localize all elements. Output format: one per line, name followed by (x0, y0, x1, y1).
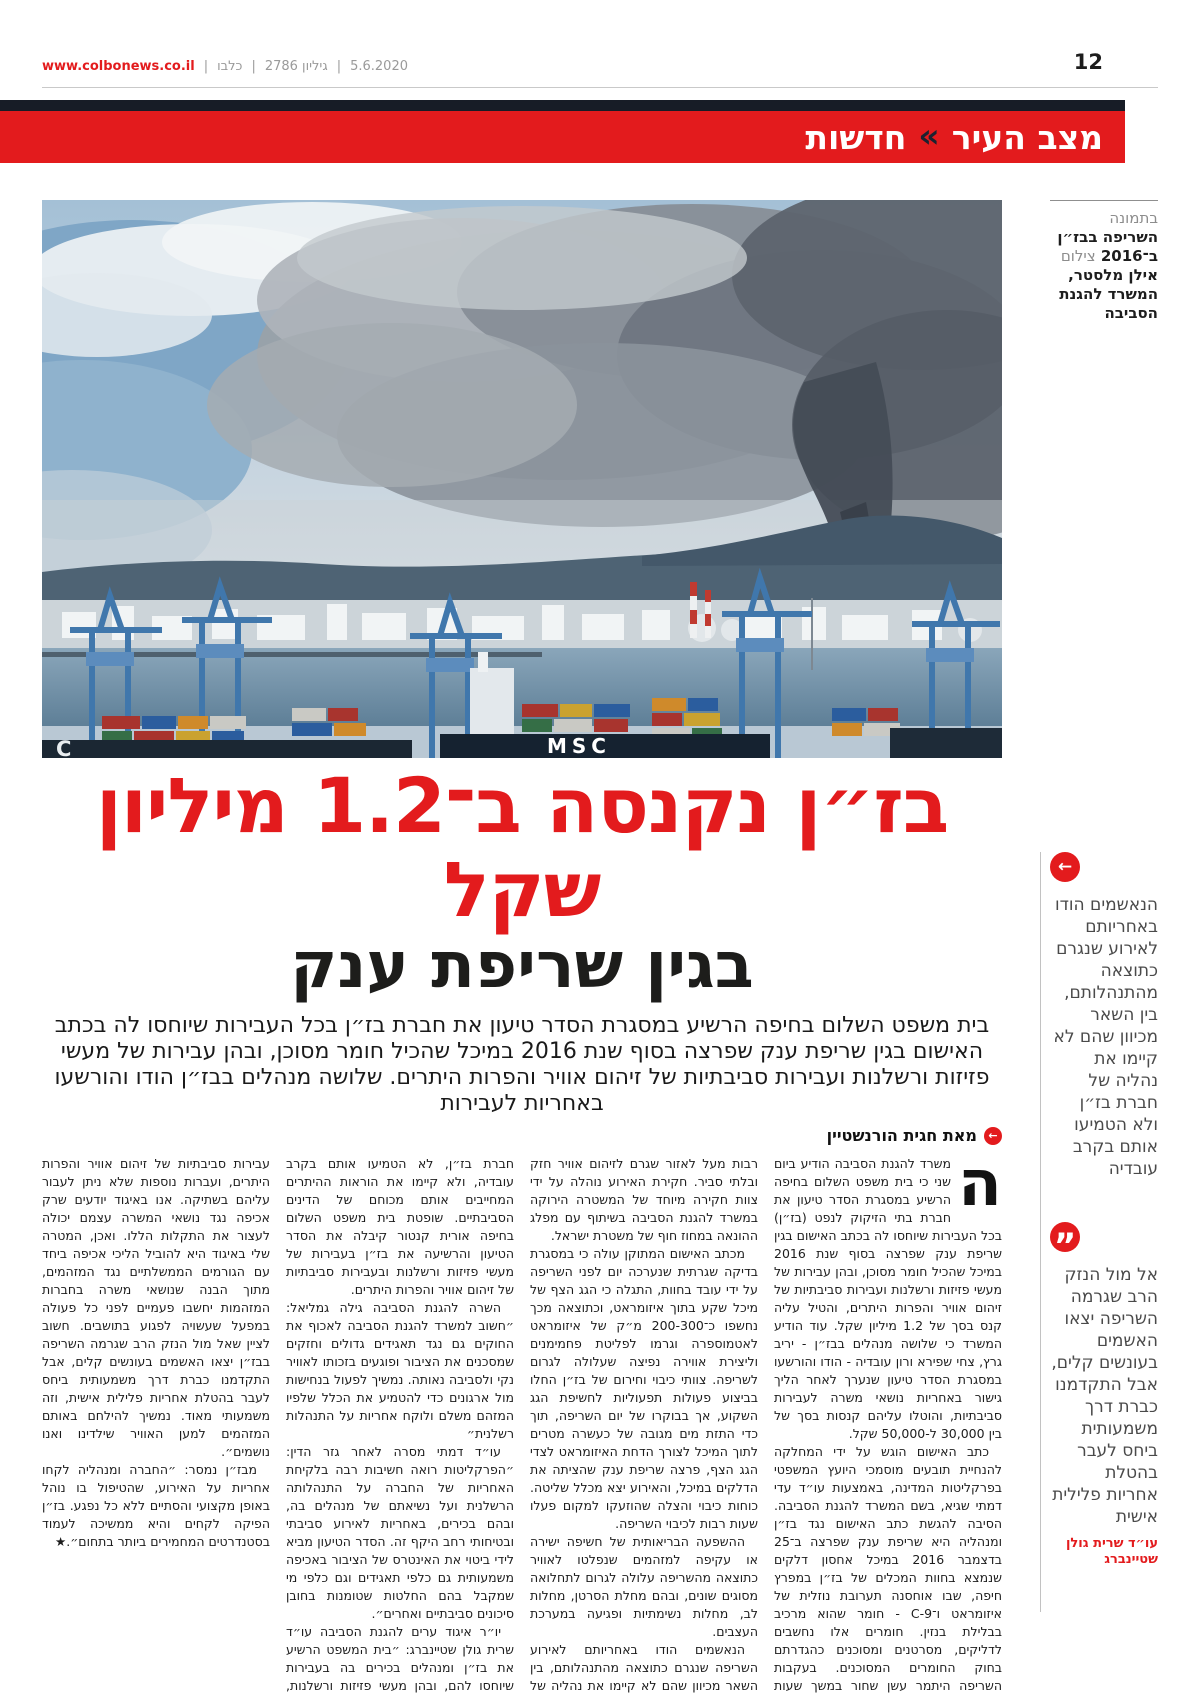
banner-black-strip (0, 100, 1125, 111)
pull-quote-1 (1050, 852, 1158, 1180)
photo-illustration (42, 200, 1002, 758)
caption-text: השריפה בבז״ן ב־2016 (1057, 228, 1158, 265)
pull-quote-2 (1050, 1222, 1158, 1568)
paper-name: כלבו (217, 59, 243, 74)
issue-number: גיליון 2786 (264, 59, 328, 74)
page-number: 12 (1073, 50, 1103, 74)
rail-divider (1040, 852, 1041, 1612)
haifa-port-fire-photo (42, 200, 1002, 758)
pull-quote-attribution: עו״ד שרית גולן שטיינברג (1065, 1536, 1158, 1567)
arrow-glyph: ← (1057, 856, 1073, 877)
article (42, 761, 1002, 1695)
article-paragraph: ה משרד להגנת הסביבה הודיע ביום שני כי בית משפט השלום בחיפה הרשיע במסגרת הסדר טיעון את חברת בתי הזיקוק לנפט (בז״ן) בכל העבירות שיוחסו לה בכתב האישום בגין שריפת ענק שפרצה בסוף שנת 2016 במיכל שהכיל חומר מסוכן, ובהן עבירות של מעשי פזיזות ורשלנות ועבירות סביבתיות של זיהום אוויר והפרות היתרים, והטיל עליה קנס בסך של 1.2 מיליון שקל. עוד הודיע המשרד כי שלושה מנהלים בבז״ן - יריב גרץ, צחי שפירא ורון עובדיה - הודו והורשעו במסגרת הסדר טיעון שנערך לאחר הליך גישור באחריות נושאי משרה לעבירות סביבתיות, והוטלו עליהם קנסות בסך של בין 30,000 ל-50,000 שקל. (774, 1155, 1002, 1442)
article-paragraph: יו״ר איגוד ערים להגנת הסביבה עו״ד שרית גולן שטיינברג: ״בית המשפט הרשיע את בז״ן ומנהלים בכירים בה בעבירות שיוחסו להם, ובהן מעשי פזיזות ורשלנות, עבירות סביבתיות של זיהום אוויר והפרות היתרים, ועברות נוספות שלא ניתן לעבור עליהם בשתיקה. אנו באיגוד יודעים שרק אכיפה נגד נושאי המשרה עצמם יכולה לעצור את התקלות הללו. ואכן, המטרה שלי באיגוד היא להוביל הליכי אכיפה ביחד עם הגורמים הממשלתיים נגד המזהמים, מתוך הבנה שנושאי משרה בחברות המזהמות יחשבו פעמיים לפני כל פעולה במפעל שעשויה לפגוע בתושבים. חשוב לציין שאל מול הנזק הרב שגרמה השריפה בבז״ן יצאו האשמים בעונשים קלים, אבל התקדמנו כברת דרך משמעותית ביחס לעבר בהטלת אחריות פלילית אישית, וזה משמעותי מאוד. נמשיך להילחם באותם המזהמים למען האוויר שילדינו ואנו נושמים״. (42, 1156, 514, 1694)
article-paragraph: ההשפעה הבריאותית של חשיפה ישירה או עקיפה למזהמים שנפלטו לאוויר כתוצאה מהשריפה עלולה לגרום לתחלואה מסוגים שונים, ובהם מחלת הסרטן, מחלות לב, מחלות נשימתיות ופגיעה במערכת העצבים. (530, 1534, 758, 1640)
page-header (42, 50, 1158, 88)
issue-meta (42, 59, 408, 74)
website-url: www.colbonews.co.il (42, 59, 195, 74)
separator: | (203, 59, 209, 74)
section-banner-text (805, 115, 1103, 157)
article-paragraph: השרה להגנת הסביבה גילה גמליאל: ״חשוב למשרד להגנת הסביבה לאכוף את החוקים גם נגד תאגידים גדולים וחזקים שמסכנים את הציבור ופוגעים בזכותו לאוויר נקי ולסביבה נאותה. נמשיך לפעול בנחישות מול ארגונים כדי להטמיע את הכלל שלפיו המזהם משלם ולוקח אחריות על התנהלות רשלנית״ (286, 1300, 514, 1442)
section-name: מצב העיר (951, 117, 1103, 157)
credit-text: אילן מלסטר, המשרד להגנת הסביבה (1059, 266, 1158, 322)
pull-quote-text: אל מול הנזק הרב שגרמה השריפה יצאו האשמים בעונשים קלים, אבל התקדמנו כברת דרך משמעותית ביחס לעבר בהטלת אחריות פלילית אישית (1051, 1265, 1158, 1527)
photo-corner-letter: C (56, 737, 72, 758)
article-paragraph: מכתב האישום המתוקן עולה כי במסגרת בדיקה שגרתית שנערכה יום לפני השריפה על ידי עובד בחוות, התגלה כי הגג הצף של מיכל שקע בתוך איזומראט, וכתוצאה מכך נחשפו כ־200-300 מ״ק של איזומראט לאטמוספרה וגרמו לפליטת פחמימנים וליצירת אווירה נפיצה שעלולה לגרום לשריפה. צוותי כיבוי וחירום של בז״ן החלו בביצוע פעולות תפעוליות לחשיפת הגג השקוע, אך בבוקרו של יום השריפה, תוך כדי התזת מים מגובה של כעשרה מטרים לתוך המיכל לצורך הדחת האיזומראט לצדי הגג הצף, פרצה שריפת ענק שהציתה את הדלקים במיכל, והאירוע יצא מכלל שליטה. כוחות כיבוי והצלה שהוזעקו למקום פעלו שעות רבות לכיבוי השריפה. (530, 1246, 759, 1532)
byline (42, 1126, 1002, 1145)
byline-text: מאת חגית הורנשטיין (826, 1126, 977, 1146)
lead-paragraph: בית משפט השלום בחיפה הרשיע במסגרת הסדר טיעון את חברת בז״ן בכל העבירות שיוחסו לה בכתב האישום בגין שריפת ענק שפרצה בסוף שנת 2016 במיכל שהכיל חומר מסוכן, ובהן עבירות של מעשי פזיזות ורשלנות ועבירות סביבתיות של זיהום אוויר והפרות היתרים. שלושה מנהלים בבז״ן הודו והורשעו באחריות לעבירות (54, 1013, 990, 1117)
byline-arrow-icon (984, 1127, 1002, 1145)
sub-headline: בגין שריפת ענק (290, 929, 754, 1004)
article-paragraph: הנאשמים הודו באחריותם לאירוע השריפה שנגרם כתוצאה מהתנהלותם, בין השאר מכיוון שהם לא קיימו את נהליה של חברת בז״ן, לא הטמיעו אותם בקרב עובדיה, ולא קיימו את הוראות ההיתרים המחייבים אותם מכוחם של הדינים הסביבתיים. שופטת בית משפט השלום בחיפה אורית קנטור קיבלה את הסדר הטיעון והרשיעה את בז״ן בעבירות של מעשי פזיזות ורשלנות ובעבירות סביבתיות של זיהום אוויר והפרות היתרים. (286, 1156, 758, 1694)
article-paragraph: עו״ד דמתי מסרה לאחר גזר הדין: ״הפרקליטות רואה חשיבות רבה בלקיחת האחריות של החברה על התנהלותה הרשלנית ועל נשיאתם של מנהלים בה, ובהם בכירים, באחריות לאירוע סביבתי ובטיחותי רחב היקף זה. הסדר הטיעון מביא לידי ביטוי את האינטרס של הציבור באכיפה משמעותית גם כלפי תאגידים וגם כלפי מי שמקבל בהם החלטות שטומנות בחובן סיכונים סביבתיים ואחרים״. (286, 1444, 514, 1622)
headline: בז״ן נקנסה ב־1.2 מיליון שקל (95, 761, 949, 934)
chevrons-icon: « (918, 115, 940, 155)
credit-prefix: צילום (1060, 247, 1096, 265)
drop-cap: ה (958, 1155, 1002, 1222)
pull-quote-text: הנאשמים הודו באחריותם לאירוע שנגרם כתוצאה מהתנהלותם, בין השאר מכיוון שהם לא קיימו את נהליה של חברת בז״ן ולא הטמיעו אותם בקרב עובדיה (1053, 895, 1158, 1179)
article-paragraph: מבז״ן נמסר: ״החברה ומנהליה לקחו אחריות על האירוע, שהטיפול בו נוהל באופן מקצועי והסתיים ללא כל נפגע. בז״ן הפיקה לקחים והיא ממשיכה לעמוד בסטנדרטים המחמירים ביותר בתחום״.★ (42, 1462, 270, 1550)
caption-prefix: בתמונה (1109, 209, 1158, 227)
issue-date: 5.6.2020 (350, 59, 408, 74)
article-paragraph: כתב האישום הוגש על ידי המחלקה להנחיית תובעים מוסמכי היועץ המשפטי בפרקליטות המדינה, באמצעות עו״ד עדי דמתי שגיא, בשם המשרד להגנת הסביבה. הסיבה להגשת כתב האישום נגד בז״ן ומנהליה היא שריפת ענק שפרצה ב־25 בדצמבר 2016 במיכל אחסון דלקים שנמצא בחוות המכלים של בז״ן במפרץ חיפה, שבו אוחסנה תערובת נוזלית של איזומראט ו־C-9 - חומר שהוא מרכיב בבלילת בנזין. חומרים אלו נחשבים לדליקים, מסרטנים ומסוכנים כהגדרתם בחוק החומרים המסוכנים. בעקבות השריפה היתמר עשן שחור במשך שעות רבות מעל לאזור שגרם לזיהום אוויר חזק ובלתי סביר. חקירת האירוע נוהלה על ידי צוות חקירה מיוחד של המשטרה הירוקה במשרד להגנת הסביבה בשיתוף עם מפלג ההונאה במחוז חוף של משטרת ישראל. (530, 1156, 1002, 1694)
separator: | (336, 59, 342, 74)
arrow-left-icon (1050, 852, 1080, 882)
article-body (42, 1155, 1002, 1695)
section-banner (0, 111, 1125, 163)
byline-arrow-glyph: ← (988, 1129, 998, 1143)
separator: | (251, 59, 256, 74)
ship-label: MSC (547, 734, 611, 758)
photo-caption (1050, 200, 1158, 323)
subsection-name: חדשות (805, 117, 907, 157)
quote-icon: ” (1050, 1222, 1080, 1252)
